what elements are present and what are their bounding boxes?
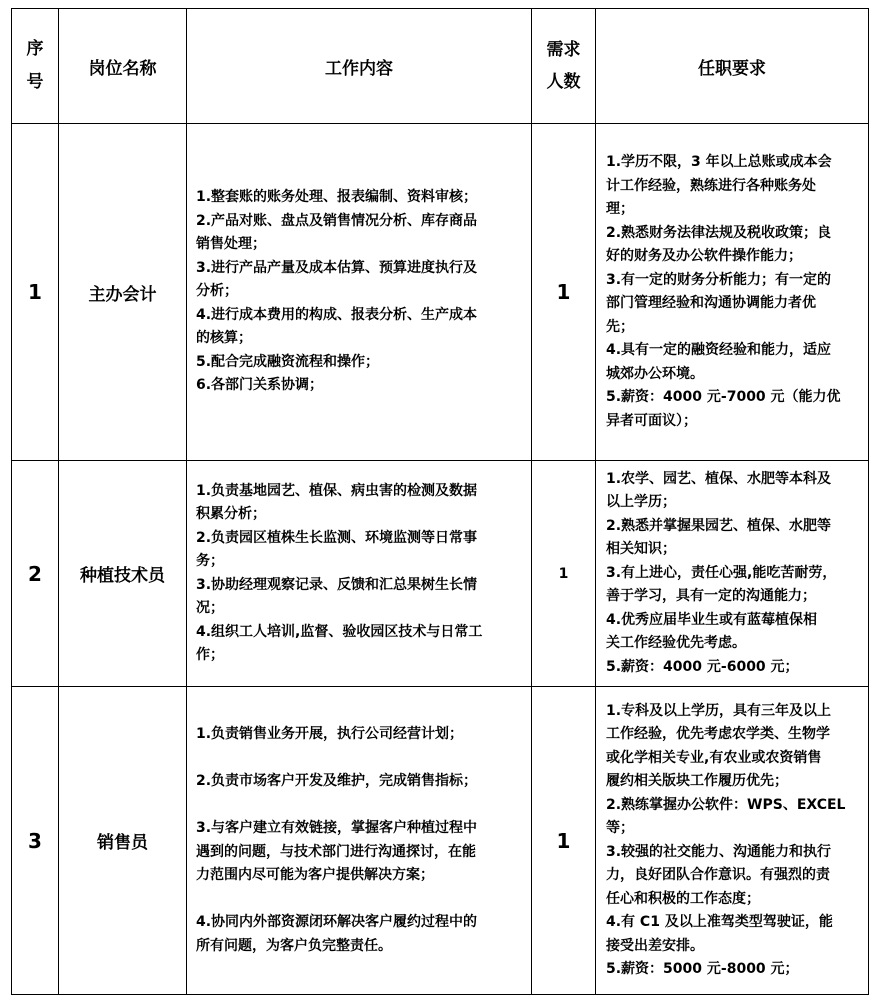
duty-gap — [196, 888, 523, 912]
header-requirements: 任职要求 — [596, 9, 869, 124]
job-table — [11, 8, 869, 995]
header-seq — [12, 9, 59, 124]
job-table-container — [11, 8, 868, 995]
req-line: 关工作经验优先考虑。 — [606, 635, 746, 652]
duty-line: 务； — [196, 553, 224, 569]
req-line: 履约相关版块工作履历优先； — [606, 773, 788, 789]
req-line: 相关知识； — [606, 541, 676, 558]
req-line: 1.学历不限，3 年以上总账或成本会 — [606, 154, 832, 170]
duty-line: 积累分析； — [196, 506, 266, 522]
req-line: 1.农学、园艺、植保、水肥等本科及 — [606, 470, 832, 487]
row-requirements — [596, 461, 869, 687]
row-duties — [187, 461, 532, 687]
req-line: 部门管理经验和沟通协调能力者优 — [606, 295, 816, 311]
duty-line: 1.整套账的账务处理、报表编制、资料审核； — [196, 189, 478, 206]
req-line: 3.有上进心，责任心强,能吃苦耐劳， — [606, 564, 837, 581]
row-requirements — [596, 124, 869, 461]
duty-line: 2.负责市场客户开发及维护，完成销售指标； — [196, 773, 478, 789]
req-line: 2.熟练掌握办公软件：WPS、EXCEL — [606, 796, 846, 813]
duty-line: 1.负责基地园艺、植保、病虫害的检测及数据 — [196, 482, 478, 499]
req-line: 或化学相关专业,有农业或农资销售 — [606, 749, 822, 766]
duty-line: 分析； — [196, 283, 238, 300]
header-seq-line1: 序 — [26, 39, 44, 59]
header-seq-line2: 号 — [26, 72, 44, 92]
duty-line: 所有问题，为客户负完整责任。 — [196, 937, 392, 954]
header-position: 岗位名称 — [59, 9, 187, 124]
req-line: 接受出差安排。 — [606, 937, 704, 954]
duty-line: 2.负责园区植株生长监测、环境监测等日常事 — [196, 529, 478, 546]
req-line: 5.薪资：5000 元-8000 元； — [606, 961, 799, 977]
row-count: 1 — [532, 124, 596, 461]
duty-line: 4.进行成本费用的构成、报表分析、生产成本 — [196, 306, 478, 323]
duty-line: 4.协同内外部资源闭环解决客户履约过程中的 — [196, 914, 478, 930]
duty-line: 况； — [196, 600, 224, 616]
duty-line: 的核算； — [196, 330, 252, 347]
row-position: 主办会计 — [59, 124, 187, 461]
req-line: 3.有一定的财务分析能力；有一定的 — [606, 271, 832, 288]
req-line: 5.薪资：4000 元-7000 元（能力优 — [606, 389, 841, 405]
duty-line: 3.进行产品产量及成本估算、预算进度执行及 — [196, 259, 478, 276]
duty-line: 2.产品对账、盘点及销售情况分析、库存商品 — [196, 212, 478, 229]
duty-line: 6.各部门关系协调； — [196, 377, 324, 394]
row-requirements — [596, 687, 869, 995]
req-line: 好的财务及办公软件操作能力； — [606, 248, 802, 264]
header-count-line1: 需求 — [546, 40, 581, 60]
row-seq: 1 — [12, 124, 59, 461]
table-row — [12, 461, 869, 687]
duty-line: 3.与客户建立有效链接，掌握客户种植过程中 — [196, 820, 478, 836]
req-line: 1.专科及以上学历，具有三年及以上 — [606, 702, 832, 719]
req-line: 5.薪资：4000 元-6000 元； — [606, 658, 799, 675]
duty-line: 1.负责销售业务开展，执行公司经营计划； — [196, 726, 464, 742]
req-line: 工作经验，优先考虑农学类、生物学 — [606, 726, 830, 742]
req-line: 4.优秀应届毕业生或有蓝莓植保相 — [606, 611, 818, 628]
req-line: 4.有 C1 及以上准驾类型驾驶证，能 — [606, 914, 833, 930]
duty-line: 销售处理； — [196, 236, 266, 253]
duty-line: 3.协助经理观察记录、反馈和汇总果树生长情 — [196, 576, 478, 593]
duty-gap — [196, 794, 523, 818]
row-count: 1 — [532, 461, 596, 687]
row-duties — [187, 124, 532, 461]
req-line: 3.较强的社交能力、沟通能力和执行 — [606, 843, 832, 860]
req-line: 2.熟悉财务法律法规及税收政策；良 — [606, 224, 832, 241]
req-line: 以上学历； — [606, 494, 676, 511]
duty-line: 作； — [196, 647, 224, 663]
table-row — [12, 124, 869, 461]
duty-line: 5.配合完成融资流程和操作； — [196, 353, 380, 370]
row-position: 种植技术员 — [59, 461, 187, 687]
req-line: 先； — [606, 318, 634, 335]
row-duties — [187, 687, 532, 995]
row-position: 销售员 — [59, 687, 187, 995]
duty-line: 遇到的问题，与技术部门进行沟通探讨，在能 — [196, 843, 476, 860]
duty-gap — [196, 747, 523, 771]
req-line: 计工作经验，熟练进行各种账务处 — [606, 177, 816, 194]
header-row — [12, 9, 869, 124]
header-count — [532, 9, 596, 124]
row-seq: 2 — [12, 461, 59, 687]
row-seq: 3 — [12, 687, 59, 995]
duty-line: 力范围内尽可能为客户提供解决方案； — [196, 867, 434, 883]
req-line: 等； — [606, 820, 634, 836]
req-line: 力，良好团队合作意识。有强烈的责 — [606, 867, 830, 883]
header-count-line2: 人数 — [546, 72, 581, 92]
header-duties: 工作内容 — [187, 9, 532, 124]
table-row — [12, 687, 869, 995]
req-line: 善于学习，具有一定的沟通能力； — [606, 588, 816, 605]
req-line: 异者可面议）； — [606, 412, 697, 429]
req-line: 城郊办公环境。 — [606, 365, 704, 382]
req-line: 4.具有一定的融资经验和能力，适应 — [606, 342, 832, 358]
req-line: 2.熟悉并掌握果园艺、植保、水肥等 — [606, 517, 832, 534]
req-line: 理； — [606, 201, 634, 217]
duty-line: 4.组织工人培训,监督、验收园区技术与日常工 — [196, 623, 483, 640]
row-count: 1 — [532, 687, 596, 995]
req-line: 任心和积极的工作态度； — [606, 890, 760, 907]
